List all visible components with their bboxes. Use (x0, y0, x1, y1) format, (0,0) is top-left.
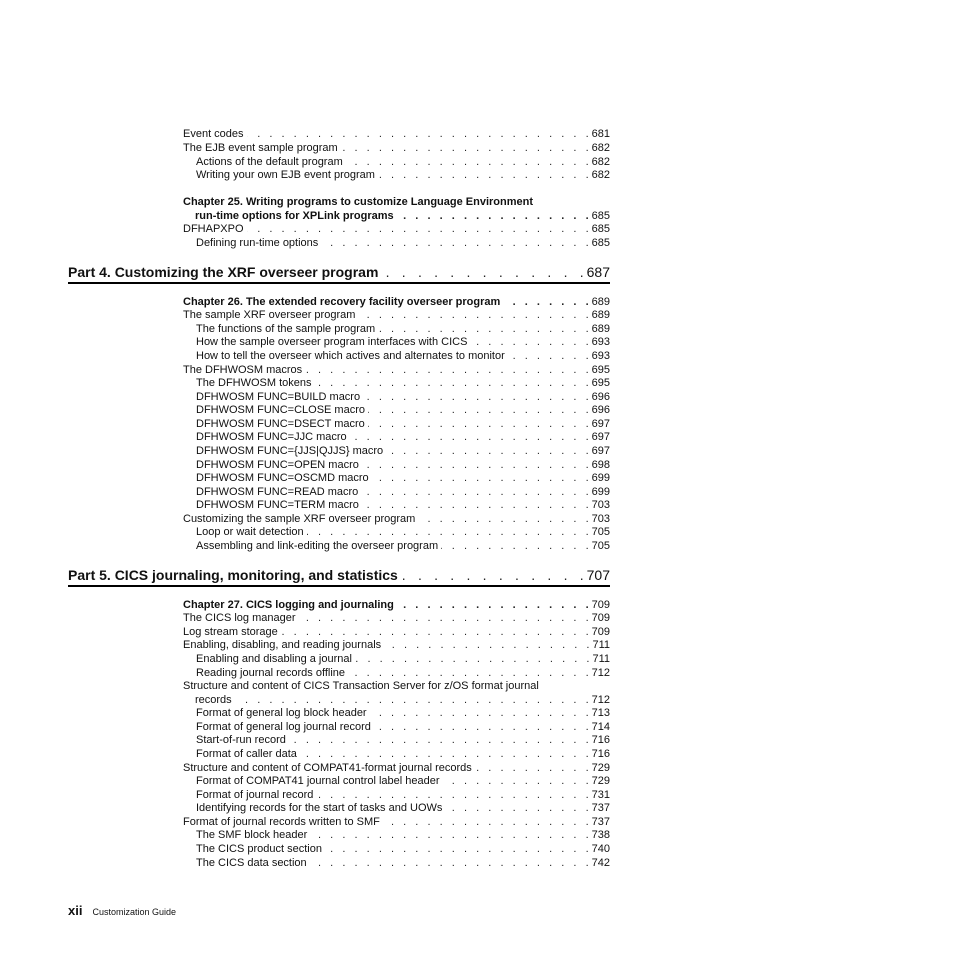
footer-book-title: Customization Guide (92, 907, 177, 917)
leader-dots (341, 141, 589, 155)
toc-entry[interactable] (183, 512, 610, 526)
toc-entry-title: DFHWOSM FUNC=CLOSE macro (196, 404, 365, 416)
toc-entry-title: Format of journal records written to SMF (183, 816, 380, 828)
toc-entry-title: Start-of-run record (196, 734, 286, 746)
toc-entry-title: DFHWOSM FUNC=READ macro (196, 486, 359, 498)
toc-entry[interactable] (183, 611, 610, 625)
leader-dots (355, 652, 590, 666)
leader-dots (368, 403, 589, 417)
toc-entry-title: Format of journal record (196, 789, 314, 801)
toc-entry[interactable] (196, 801, 610, 815)
toc-entry-page: 712 (591, 667, 610, 679)
toc-entry[interactable] (196, 788, 610, 802)
toc-entry-page: 682 (591, 156, 610, 168)
leader-dots (374, 720, 589, 734)
toc-entry[interactable] (196, 417, 610, 431)
toc-entry-page: 729 (591, 762, 610, 774)
toc-part-page: 687 (586, 264, 610, 280)
toc-entry-title: The SMF block header (196, 829, 308, 841)
toc-entry-page: 731 (591, 789, 610, 801)
toc-entry-page: 685 (591, 223, 610, 235)
toc-entry-title: Structure and content of CICS Transaction Server for z/OS format journal (183, 680, 539, 692)
toc-entry-title: Identifying records for the start of tasks and UOWs (196, 802, 443, 814)
toc-chapter-entry[interactable] (183, 295, 610, 309)
toc-entry[interactable] (196, 747, 610, 761)
toc-entry-page: 742 (591, 857, 610, 869)
toc-entry-title: Format of general log journal record (196, 721, 371, 733)
toc-entry-page: 711 (592, 653, 610, 665)
toc-entry-title: Defining run-time options (196, 237, 319, 249)
toc-entry-title: DFHWOSM FUNC=DSECT macro (196, 418, 365, 430)
leader-dots (358, 308, 588, 322)
toc-entry[interactable] (196, 168, 610, 182)
toc-entry-page: 685 (591, 210, 610, 222)
toc-entry-page: 737 (591, 816, 610, 828)
toc-entry[interactable] (196, 733, 610, 747)
toc-entry-title: DFHWOSM FUNC=TERM macro (196, 499, 359, 511)
toc-entry-title: run-time options for XPLink programs (195, 210, 394, 222)
leader-dots (299, 611, 589, 625)
toc-entry[interactable] (196, 335, 610, 349)
toc-chapter-entry[interactable] (195, 209, 610, 223)
leader-dots (362, 498, 589, 512)
toc-entry[interactable] (196, 652, 610, 666)
toc-entry-page: 689 (591, 296, 610, 308)
toc-part-title: Part 5. CICS journaling, monitoring, and statistics (68, 567, 398, 583)
toc-entry[interactable] (196, 666, 610, 680)
toc-entry-title: records (195, 694, 232, 706)
toc-entry-page: 703 (591, 513, 610, 525)
leader-dots (315, 376, 589, 390)
toc-entry-page: 695 (591, 377, 610, 389)
toc-entry[interactable] (196, 349, 610, 363)
toc-entry-title: DFHWOSM FUNC={JJS|QJJS} macro (196, 445, 384, 457)
leader-dots (307, 525, 589, 539)
toc-entry[interactable] (196, 236, 610, 250)
toc-entry[interactable] (196, 842, 610, 856)
toc-entry[interactable] (196, 430, 610, 444)
toc-entry[interactable] (196, 444, 610, 458)
toc-entry-title: How the sample overseer program interfaces with CICS (196, 336, 468, 348)
toc-entry-title: The sample XRF overseer program (183, 309, 356, 321)
toc-entry-title: DFHWOSM FUNC=OPEN macro (196, 459, 359, 471)
toc-entry-page: 696 (591, 404, 610, 416)
toc-entry-page: 682 (591, 142, 610, 154)
leader-dots (503, 295, 588, 309)
toc-entry[interactable] (196, 485, 610, 499)
toc-entry[interactable] (196, 471, 610, 485)
toc-entry-title: DFHWOSM FUNC=BUILD macro (196, 391, 361, 403)
toc-entry[interactable] (183, 127, 610, 141)
toc-entry[interactable] (195, 693, 610, 707)
leader-dots (445, 801, 588, 815)
leader-dots (321, 236, 588, 250)
toc-entry[interactable] (183, 625, 610, 639)
toc-entry-title: Loop or wait detection (196, 526, 304, 538)
part-rule (68, 585, 610, 587)
leader-dots (401, 566, 584, 584)
toc-entry-title: DFHWOSM FUNC=JJC macro (196, 431, 347, 443)
toc-entry-title: Format of general log block header (196, 707, 367, 719)
page-footer (68, 902, 176, 918)
footer-page-number: xii (68, 903, 83, 918)
toc-entry-page: 737 (591, 802, 610, 814)
toc-entry-title: Chapter 26. The extended recovery facility overseer program (183, 296, 501, 308)
toc-entry-page: 693 (591, 350, 610, 362)
leader-dots (247, 127, 589, 141)
toc-entry-page: 698 (591, 459, 610, 471)
toc-entry-page: 738 (591, 829, 610, 841)
leader-dots (372, 471, 589, 485)
toc-entry-page: 695 (591, 364, 610, 376)
toc-entry-title: The CICS data section (196, 857, 307, 869)
leader-dots (418, 512, 588, 526)
toc-part-entry[interactable] (68, 566, 610, 584)
leader-dots (281, 625, 589, 639)
leader-dots (443, 774, 589, 788)
toc-entry-page: 740 (591, 843, 610, 855)
toc-entry[interactable] (183, 363, 610, 377)
toc-entry[interactable] (196, 720, 610, 734)
leader-dots (361, 485, 588, 499)
toc-part-entry[interactable] (68, 263, 610, 281)
toc-entry-title: DFHWOSM FUNC=OSCMD macro (196, 472, 369, 484)
toc-entry[interactable] (196, 376, 610, 390)
leader-dots (325, 842, 589, 856)
toc-entry-title: Structure and content of COMPAT41-format journal records (183, 762, 472, 774)
leader-dots (316, 788, 588, 802)
leader-dots (383, 815, 589, 829)
toc-entry[interactable] (183, 141, 610, 155)
toc-entry-title: Event codes (183, 128, 244, 140)
toc-entry-title: Enabling, disabling, and reading journals (183, 639, 382, 651)
toc-entry-title: Format of caller data (196, 748, 297, 760)
toc-entry-title: DFHAPXPO (183, 223, 244, 235)
toc-entry-page: 729 (591, 775, 610, 787)
toc-entry-title: The CICS log manager (183, 612, 296, 624)
leader-dots (289, 733, 589, 747)
toc-entry-title: Format of COMPAT41 journal control label header (196, 775, 440, 787)
toc-entry-title: Log stream storage (183, 626, 278, 638)
leader-dots (386, 444, 589, 458)
toc-entry-title: Actions of the default program (196, 156, 343, 168)
leader-dots (346, 155, 589, 169)
toc-part-title: Part 4. Customizing the XRF overseer program (68, 264, 379, 280)
leader-dots (310, 856, 589, 870)
toc-entry-page: 685 (591, 237, 610, 249)
toc-entry[interactable] (196, 458, 610, 472)
part-rule (68, 282, 610, 284)
toc-entry-page: 705 (591, 526, 610, 538)
toc-entry-page: 697 (591, 445, 610, 457)
toc-chapter-entry[interactable] (183, 195, 610, 209)
toc-entry-page: 713 (591, 707, 610, 719)
leader-dots (508, 349, 589, 363)
toc-entry-page: 716 (591, 748, 610, 760)
toc-entry-page: 709 (591, 612, 610, 624)
toc-entry[interactable] (183, 815, 610, 829)
leader-dots (348, 666, 589, 680)
toc-entry-page: 709 (591, 599, 610, 611)
toc-entry[interactable] (196, 403, 610, 417)
toc-entry-page: 689 (591, 309, 610, 321)
toc-entry-title: The DFHWOSM macros (183, 364, 303, 376)
toc-entry-page: 714 (591, 721, 610, 733)
leader-dots (378, 322, 588, 336)
leader-dots (441, 539, 589, 553)
leader-dots (384, 638, 589, 652)
leader-dots (305, 363, 588, 377)
toc-entry-title: Customizing the sample XRF overseer program (183, 513, 416, 525)
leader-dots (470, 335, 588, 349)
toc-entry-page: 681 (591, 128, 610, 140)
leader-dots (363, 390, 589, 404)
toc-entry-page: 697 (591, 431, 610, 443)
leader-dots (362, 458, 589, 472)
toc-entry-title: The DFHWOSM tokens (196, 377, 312, 389)
leader-dots (350, 430, 589, 444)
toc-entry-page: 697 (591, 418, 610, 430)
toc-entry[interactable] (183, 679, 610, 693)
leader-dots (310, 828, 588, 842)
toc-entry[interactable] (196, 774, 610, 788)
toc-entry-page: 689 (591, 323, 610, 335)
toc-entry-title: The CICS product section (196, 843, 322, 855)
leader-dots (381, 263, 583, 281)
toc-entry-page: 709 (591, 626, 610, 638)
toc-entry-page: 696 (591, 391, 610, 403)
toc-entry-title: Assembling and link-editing the overseer program (196, 540, 439, 552)
toc-entry[interactable] (196, 539, 610, 553)
toc-entry-title: Chapter 27. CICS logging and journaling (183, 599, 394, 611)
leader-dots (397, 209, 589, 223)
toc-entry[interactable] (196, 155, 610, 169)
toc-part-page: 707 (586, 567, 610, 583)
leader-dots (378, 168, 589, 182)
toc-chapter-entry[interactable] (183, 598, 610, 612)
toc-entry-page: 716 (591, 734, 610, 746)
toc-entry[interactable] (183, 638, 610, 652)
toc-entry-title: How to tell the overseer which actives and alternates to monitor (196, 350, 505, 362)
toc-entry[interactable] (196, 706, 610, 720)
toc-entry[interactable] (183, 222, 610, 236)
toc-entry[interactable] (196, 322, 610, 336)
toc-entry[interactable] (196, 498, 610, 512)
toc-entry[interactable] (196, 390, 610, 404)
leader-dots (235, 693, 589, 707)
leader-dots (370, 706, 589, 720)
toc-entry-page: 693 (591, 336, 610, 348)
toc-entry-page: 711 (592, 639, 610, 651)
toc-entry-title: Chapter 25. Writing programs to customize Language Environment (183, 196, 534, 208)
leader-dots (247, 222, 589, 236)
toc-entry-title: The functions of the sample program (196, 323, 376, 335)
leader-dots (475, 761, 589, 775)
leader-dots (368, 417, 589, 431)
toc-entry-title: Enabling and disabling a journal (196, 653, 352, 665)
leader-dots (300, 747, 589, 761)
toc-entry-page: 703 (591, 499, 610, 511)
toc-entry-page: 699 (591, 486, 610, 498)
toc-entry[interactable] (196, 856, 610, 870)
toc-entry[interactable] (183, 308, 610, 322)
toc-entry[interactable] (196, 525, 610, 539)
toc-entry-title: Reading journal records offline (196, 667, 345, 679)
leader-dots (397, 598, 589, 612)
toc-entry-page: 699 (591, 472, 610, 484)
toc-entry[interactable] (183, 761, 610, 775)
toc-entry-page: 705 (591, 540, 610, 552)
toc-entry-title: Writing your own EJB event program (196, 169, 375, 181)
toc-entry-page: 682 (591, 169, 610, 181)
toc-entry-page: 712 (591, 694, 610, 706)
toc-entry-title: The EJB event sample program (183, 142, 338, 154)
toc-entry[interactable] (196, 828, 610, 842)
